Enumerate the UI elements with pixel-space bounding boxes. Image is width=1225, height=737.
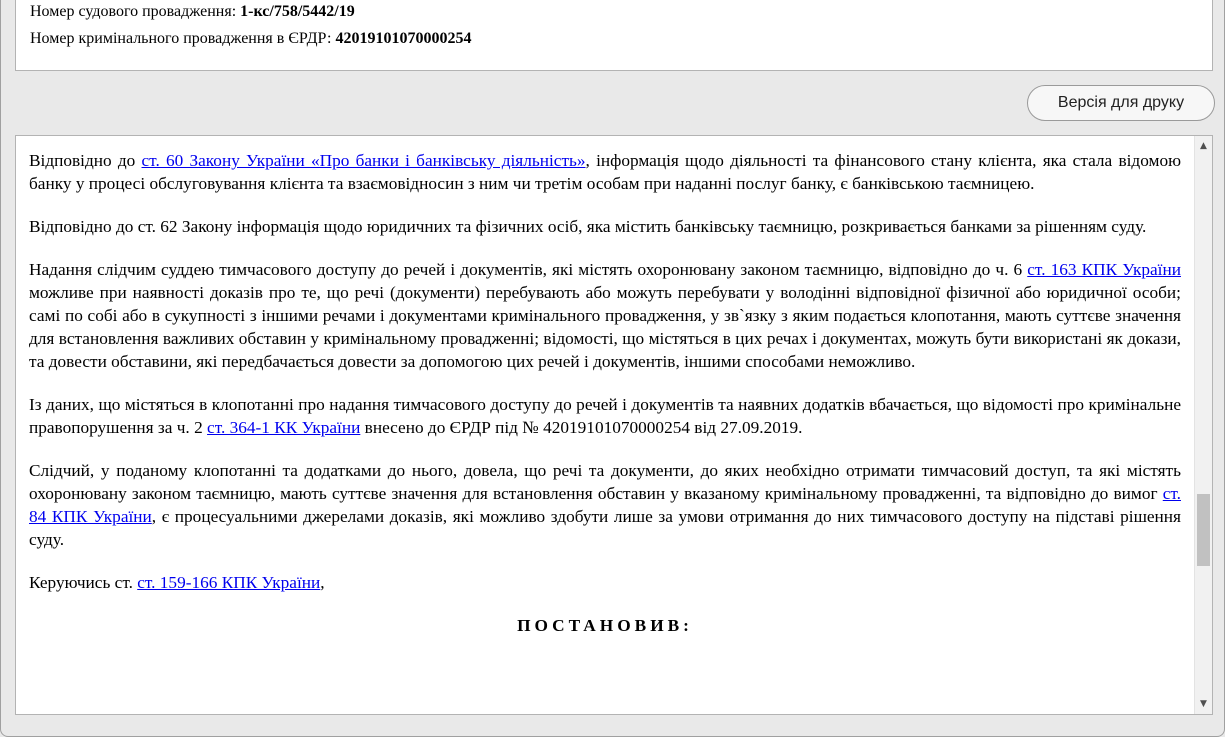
scroll-down-arrow-icon[interactable]: ▼ xyxy=(1200,699,1207,709)
court-case-label: Номер судового провадження: xyxy=(30,3,241,20)
print-version-button[interactable]: Версія для друку xyxy=(1027,85,1215,121)
scrollbar-thumb[interactable] xyxy=(1197,494,1210,566)
court-case-number xyxy=(30,2,1212,29)
paragraph-text: , інформація щодо діяльності та фінансового стану клієнта, яка стала відомою банку у процесі обслуговування клієнта та взаємовідносин з ним чи третім особам при наданні послуг банку, є банківською таємницею. xyxy=(29,151,1181,193)
paragraph-text: внесено до ЄРДР під № 42019101070000254 від 27.09.2019. xyxy=(360,418,803,437)
paragraph-text: , є процесуальними джерелами доказів, які можливо здобути лише за умови отримання до них тимчасового доступу на підставі рішення суду. xyxy=(29,507,1181,549)
law-link-cpc-art159-166[interactable]: ст. 159-166 КПК України xyxy=(137,573,321,592)
paragraph-text: можливе при наявності доказів про те, що речі (документи) перебувають або можуть перебувати у володінні відповідної фізичної або юридичної особи; самі по собі або в сукупності з іншими речами і документами кримінального провадження, у зв`язку з яким подається клопотання, мають суттєве значення для встановлення важливих обставин у кримінальному провадженні; відомості, що містяться в цих речах і документах, можуть бути використані як докази, та довести обставини, які передбачається довести за допомогою цих речей і документів, іншими способами неможливо. xyxy=(29,283,1181,371)
paragraph-5 xyxy=(29,459,1181,551)
paragraph-text: Слідчий, у поданому клопотанні та додатками до нього, довела, що речі та документи, до яких необхідно отримати тимчасовий доступ, та які містять охоронювану законом таємницю, мають суттєве значення для встановлення обставин у вказаному кримінальному провадженні, та відповідно до вимог xyxy=(29,461,1181,503)
scroll-up-arrow-icon[interactable]: ▲ xyxy=(1200,141,1207,151)
paragraph-1 xyxy=(29,149,1181,195)
criminal-case-number xyxy=(30,29,1212,56)
paragraph-text: Надання слідчим суддею тимчасового доступу до речей і документів, які містять охоронювану законом таємницю, відповідно до ч. 6 xyxy=(29,260,1028,279)
paragraph-text: Керуючись ст. xyxy=(29,573,138,592)
law-link-cpc-art163[interactable]: ст. 163 КПК України xyxy=(1027,260,1181,279)
paragraph-6 xyxy=(29,571,1181,594)
law-link-cc-art364-1[interactable]: ст. 364-1 КК України xyxy=(207,418,361,437)
document-text-frame[interactable] xyxy=(15,135,1213,715)
paragraph-text: Із даних, що містяться в клопотанні про надання тимчасового доступу до речей і документів та наявних додатків вбачається, що відомості про кримінальне правопорушення за ч. 2 xyxy=(29,395,1181,437)
paragraph-text: , xyxy=(320,573,325,592)
case-info-panel xyxy=(15,0,1213,71)
criminal-case-value: 42019101070000254 xyxy=(335,30,472,47)
vertical-scrollbar[interactable] xyxy=(1194,136,1212,714)
law-link-banking-art60[interactable]: ст. 60 Закону України «Про банки і банківську діяльність» xyxy=(141,151,586,170)
paragraph-3 xyxy=(29,258,1181,373)
court-case-value: 1-кс/758/5442/19 xyxy=(240,3,355,20)
verdict-heading: ПОСТАНОВИВ: xyxy=(517,616,693,635)
criminal-case-label: Номер кримінального провадження в ЄРДР: xyxy=(30,30,336,47)
paragraph-4 xyxy=(29,393,1181,439)
law-link-cpc-art84[interactable]: ст. 84 КПК України xyxy=(29,484,1181,526)
document-body xyxy=(29,149,1181,637)
paragraph-text: Відповідно до xyxy=(29,151,142,170)
paragraph-2: Відповідно до ст. 62 Закону інформація щодо юридичних та фізичних осіб, яка містить банківську таємницю, розкривається банками за рішенням суду. xyxy=(29,217,1147,236)
